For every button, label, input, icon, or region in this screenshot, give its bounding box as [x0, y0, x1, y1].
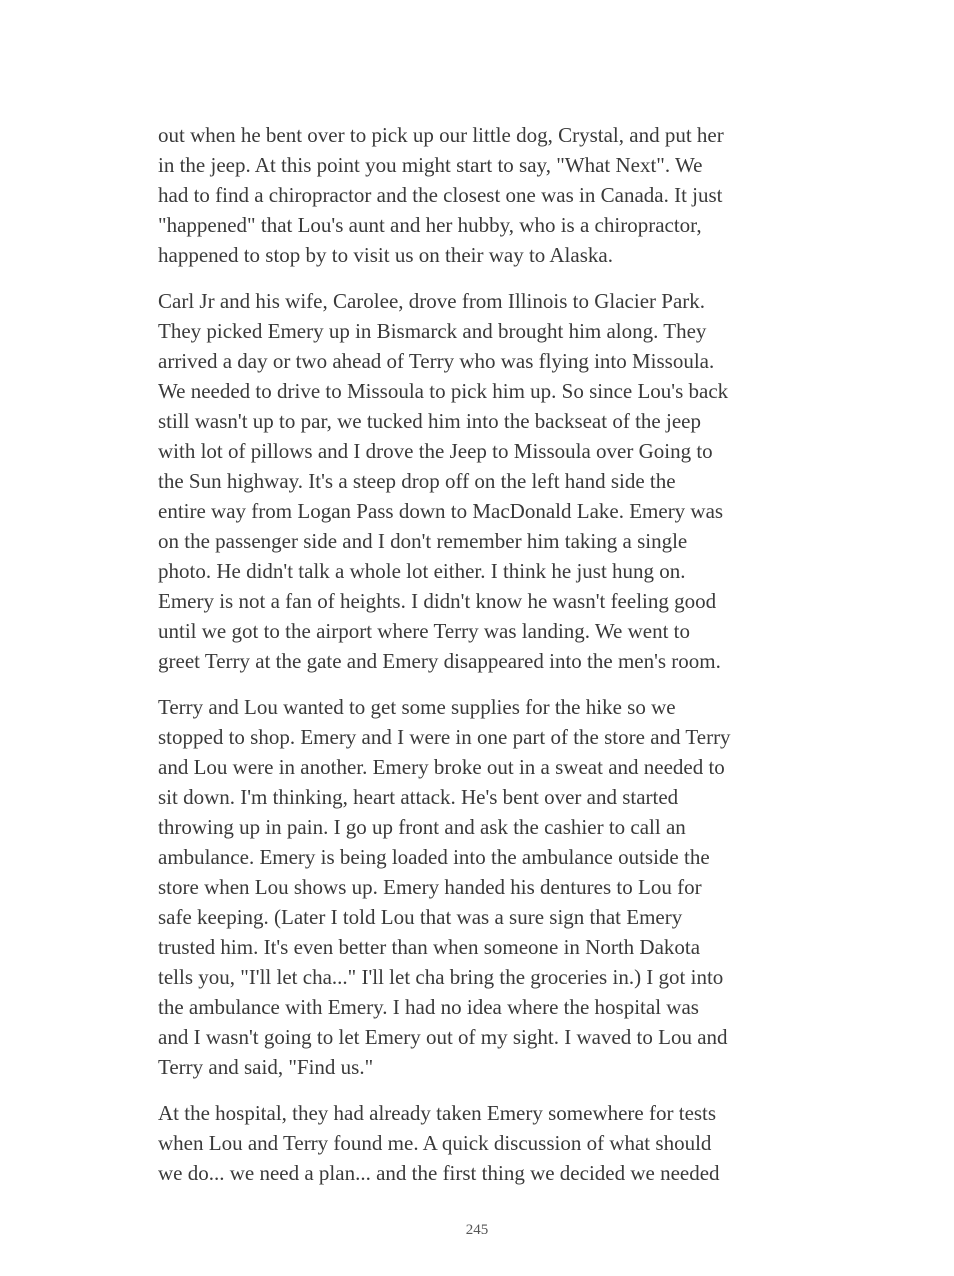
- body-text: [158, 120, 796, 1204]
- text-line: had to find a chiropractor and the closest one was in Canada. It just: [158, 183, 723, 207]
- text-line: At the hospital, they had already taken Emery somewhere for tests: [158, 1101, 717, 1125]
- text-line: and Lou were in another. Emery broke out in a sweat and needed to: [158, 755, 725, 779]
- paragraph-1: [158, 120, 796, 270]
- text-line: sit down. I'm thinking, heart attack. He's bent over and started: [158, 785, 679, 809]
- text-line: greet Terry at the gate and Emery disappeared into the men's room.: [158, 649, 721, 673]
- text-line: "happened" that Lou's aunt and her hubby, who is a chiropractor,: [158, 213, 702, 237]
- text-line: in the jeep. At this point you might start to say, "What Next". We: [158, 153, 703, 177]
- text-line: the Sun highway. It's a steep drop off on the left hand side the: [158, 469, 676, 493]
- text-line: arrived a day or two ahead of Terry who was flying into Missoula.: [158, 349, 715, 373]
- text-line: when Lou and Terry found me. A quick discussion of what should: [158, 1131, 712, 1155]
- paragraph-4: [158, 1098, 796, 1188]
- text-line: until we got to the airport where Terry was landing. We went to: [158, 619, 691, 643]
- text-line: We needed to drive to Missoula to pick him up. So since Lou's back: [158, 379, 729, 403]
- text-line: throwing up in pain. I go up front and ask the cashier to call an: [158, 815, 686, 839]
- text-line: stopped to shop. Emery and I were in one part of the store and Terry: [158, 725, 731, 749]
- text-line: Terry and Lou wanted to get some supplies for the hike so we: [158, 695, 676, 719]
- text-line: trusted him. It's even better than when someone in North Dakota: [158, 935, 701, 959]
- page-number: 245: [465, 1222, 489, 1238]
- text-line: still wasn't up to par, we tucked him into the backseat of the jeep: [158, 409, 701, 433]
- paragraph-3: [158, 692, 796, 1082]
- text-line: photo. He didn't talk a whole lot either. I think he just hung on.: [158, 559, 686, 583]
- text-line: safe keeping. (Later I told Lou that was a sure sign that Emery: [158, 905, 683, 929]
- paragraph-2: [158, 286, 796, 676]
- text-line: the ambulance with Emery. I had no idea where the hospital was: [158, 995, 699, 1019]
- text-line: Emery is not a fan of heights. I didn't know he wasn't feeling good: [158, 589, 717, 613]
- text-line: store when Lou shows up. Emery handed his dentures to Lou for: [158, 875, 702, 899]
- text-line: tells you, "I'll let cha..." I'll let cha bring the groceries in.) I got into: [158, 965, 724, 989]
- text-line: we do... we need a plan... and the first thing we decided we needed: [158, 1161, 720, 1185]
- text-line: entire way from Logan Pass down to MacDonald Lake. Emery was: [158, 499, 724, 523]
- text-line: Terry and said, "Find us.": [158, 1055, 374, 1079]
- text-line: ambulance. Emery is being loaded into the ambulance outside the: [158, 845, 710, 869]
- text-line: happened to stop by to visit us on their way to Alaska.: [158, 243, 613, 267]
- text-line: out when he bent over to pick up our little dog, Crystal, and put her: [158, 123, 724, 147]
- text-line: with lot of pillows and I drove the Jeep to Missoula over Going to: [158, 439, 713, 463]
- text-line: and I wasn't going to let Emery out of my sight. I waved to Lou and: [158, 1025, 728, 1049]
- text-line: They picked Emery up in Bismarck and brought him along. They: [158, 319, 707, 343]
- text-line: on the passenger side and I don't remember him taking a single: [158, 529, 688, 553]
- text-line: Carl Jr and his wife, Carolee, drove from Illinois to Glacier Park.: [158, 289, 706, 313]
